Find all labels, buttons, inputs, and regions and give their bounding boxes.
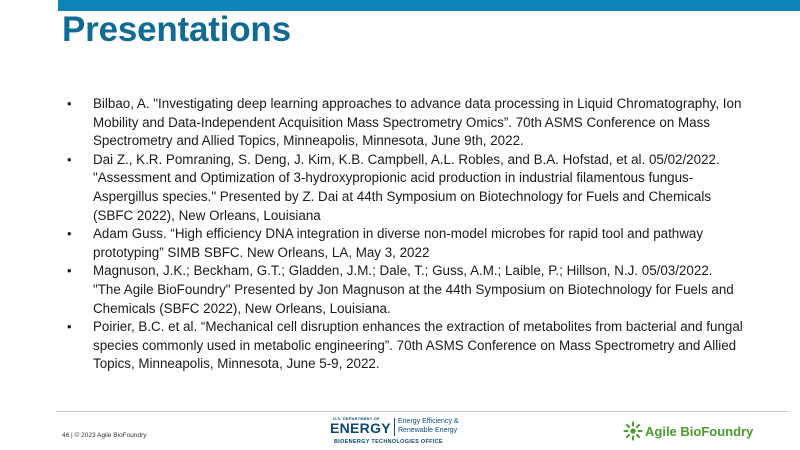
page-info: 46 | © 2023 Agile BioFoundry: [62, 432, 147, 439]
bullet: •: [67, 226, 72, 242]
doe-office-label: BIOENERGY TECHNOLOGIES OFFICE: [334, 439, 443, 445]
reference-text: Poirier, B.C. et al. “Mechanical cell disruption enhances the extraction of metabolites from bacterial and fungal species commonly used in metabolic engineering”. 70th ASMS Conference on Mass Spectrometry and Allied Topics, Minneapolis, Minnesota, June 5-9, 2022.: [93, 319, 743, 372]
reference-item: [64, 318, 744, 374]
reference-text: Magnuson, J.K.; Beckham, G.T.; Gladden, J.M.; Dale, T.; Guss, A.M.; Laible, P.; Hillson, N.J. 05/03/2022. "The Agile BioFoundry" Presented by Jon Magnuson at the 44th Symposium on Biotechnology for Fuels and Chemicals (SBFC 2022), New Orleans, Louisiana.: [93, 263, 734, 316]
agile-biofoundry-name: Agile BioFoundry: [645, 424, 754, 439]
doe-logo: [322, 414, 472, 448]
doe-energy-wordmark: ENERGY: [330, 420, 391, 436]
slide-title: Presentations: [62, 10, 291, 49]
bullet: •: [67, 151, 72, 167]
bullet: •: [67, 96, 72, 111]
reference-text: Adam Guss. “High efficiency DNA integration in diverse non-model microbes for rapid tool and pathway prototyping” SIMB SBFC. New Orleans, LA, May 3, 2022: [93, 226, 704, 260]
doe-divider: [394, 418, 395, 436]
reference-text: Dai Z., K.R. Pomraning, S. Deng, J. Kim, K.B. Campbell, A.L. Robles, and B.A. Hofstad, et al. 05/02/2022. "Assessment and Optimization of 3-hydroxypropionic acid production in industrial filamentous fungus-Aspergillus species." Presented by Z. Dai at 44th Symposium on Biotechnology for Fuels and Chemicals (SBFC 2022), New Orleans, Louisiana: [93, 151, 720, 223]
reference-item: [64, 95, 744, 151]
doe-dept-label: U.S. DEPARTMENT OF: [333, 416, 380, 421]
reference-item: [64, 151, 744, 225]
footer-divider: [56, 411, 788, 412]
reference-text: Bilbao, A. "Investigating deep learning approaches to advance data processing in Liquid Chromatography, Ion Mobility and Data-Independent Acquisition Mass Spectrometry Omics”. 70th ASMS Conference on Mass Spectrometry and Allied Topics, Minneapolis, Minnesota, June 9th, 2022.: [93, 96, 742, 149]
doe-eere-line1: Energy Efficiency &: [398, 418, 459, 425]
reference-list: [64, 95, 744, 374]
doe-eere-line2: Renewable Energy: [398, 427, 458, 434]
reference-item: [64, 225, 744, 262]
bullet: •: [67, 319, 72, 335]
bullet: •: [67, 263, 72, 279]
reference-item: [64, 262, 744, 318]
sunburst-icon: [623, 421, 643, 441]
agile-biofoundry-logo: [623, 421, 773, 443]
